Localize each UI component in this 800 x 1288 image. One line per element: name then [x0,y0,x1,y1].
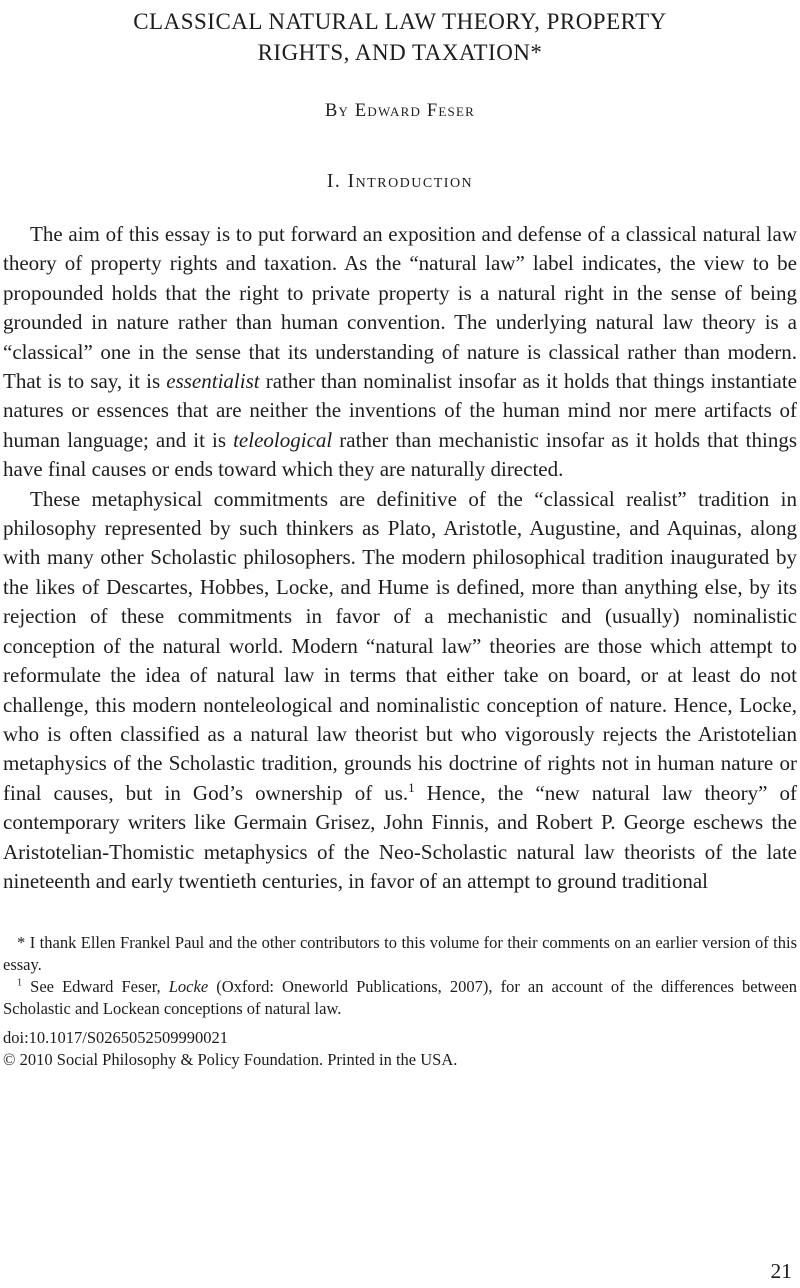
copyright-line: © 2010 Social Philosophy & Policy Foundation. Printed in the USA. [3,1050,458,1070]
footnote-asterisk: * I thank Ellen Frankel Paul and the other contributors to this volume for their comments on an earlier version of this essay. [3,933,797,975]
paper-title [3,6,797,68]
article-body [3,220,797,896]
doi-line: doi:10.1017/S0265052509990021 [3,1028,229,1048]
section-heading: I. Introduction [326,171,474,192]
page-number: 21 [770,1259,792,1283]
paper-title-line1: CLASSICAL NATURAL LAW THEORY, PROPERTY [133,9,667,34]
page-footer [3,1027,797,1071]
paper-title-line2: RIGHTS, AND TAXATION* [257,40,543,65]
body-paragraph: The aim of this essay is to put forward an exposition and defense of a classical natural law theory of property rights and taxation. As the “natural law” label indicates, the view to be propounded holds that the right to private property is a natural right in the sense of being grounded in nature rather than human convention. The underlying natural law theory is a “classical” one in the sense that its understanding of nature is classical rather than modern. That is to say, it is essentialist rather than nominalist insofar as it holds that things instantiate natures or essences that are neither the inventions of the human mind nor mere artifacts of human language; and it is teleological rather than mechanistic insofar as it holds that things have final causes or ends toward which they are naturally directed. [3,222,797,482]
author-byline: By Edward Feser [324,101,475,121]
body-paragraph: These metaphysical commitments are definitive of the “classical realist” tradition in philosophy represented by such thinkers as Plato, Aristotle, Augustine, and Aquinas, along with many other Scholastic philosophers. The modern philosophical tradition inaugurated by the likes of Descartes, Hobbes, Locke, and Hume is defined, more than anything else, by its rejection of these commitments in favor of a mechanistic and (usually) nominalistic conception of the natural world. Modern “natural law” theories are those which attempt to reformulate the idea of natural law in terms that either take on board, or at least do not challenge, this modern nonteleological and nominalistic conception of nature. Hence, Locke, who is often classified as a natural law theorist but who vigorously rejects the Aristotelian metaphysics of the Scholastic tradition, grounds his doctrine of rights not in human nature or final causes, but in God’s ownership of us.$^1$ Hence, the “new natural law theory” of contemporary writers like Germain Grisez, John Finnis, and Robert P. George eschews the Aristotelian-Thomistic metaphysics of the Neo-Scholastic natural law theorists of the late nineteenth and early twentieth centuries, in favor of an attempt to ground traditional [3,486,797,893]
footnotes-block [3,932,797,1020]
footnote-1: $^1$ See Edward Feser, Locke (Oxford: Oneworld Publications, 2007), for an account of the differences between Scholastic and Lockean conceptions of natural law. [3,977,797,1019]
